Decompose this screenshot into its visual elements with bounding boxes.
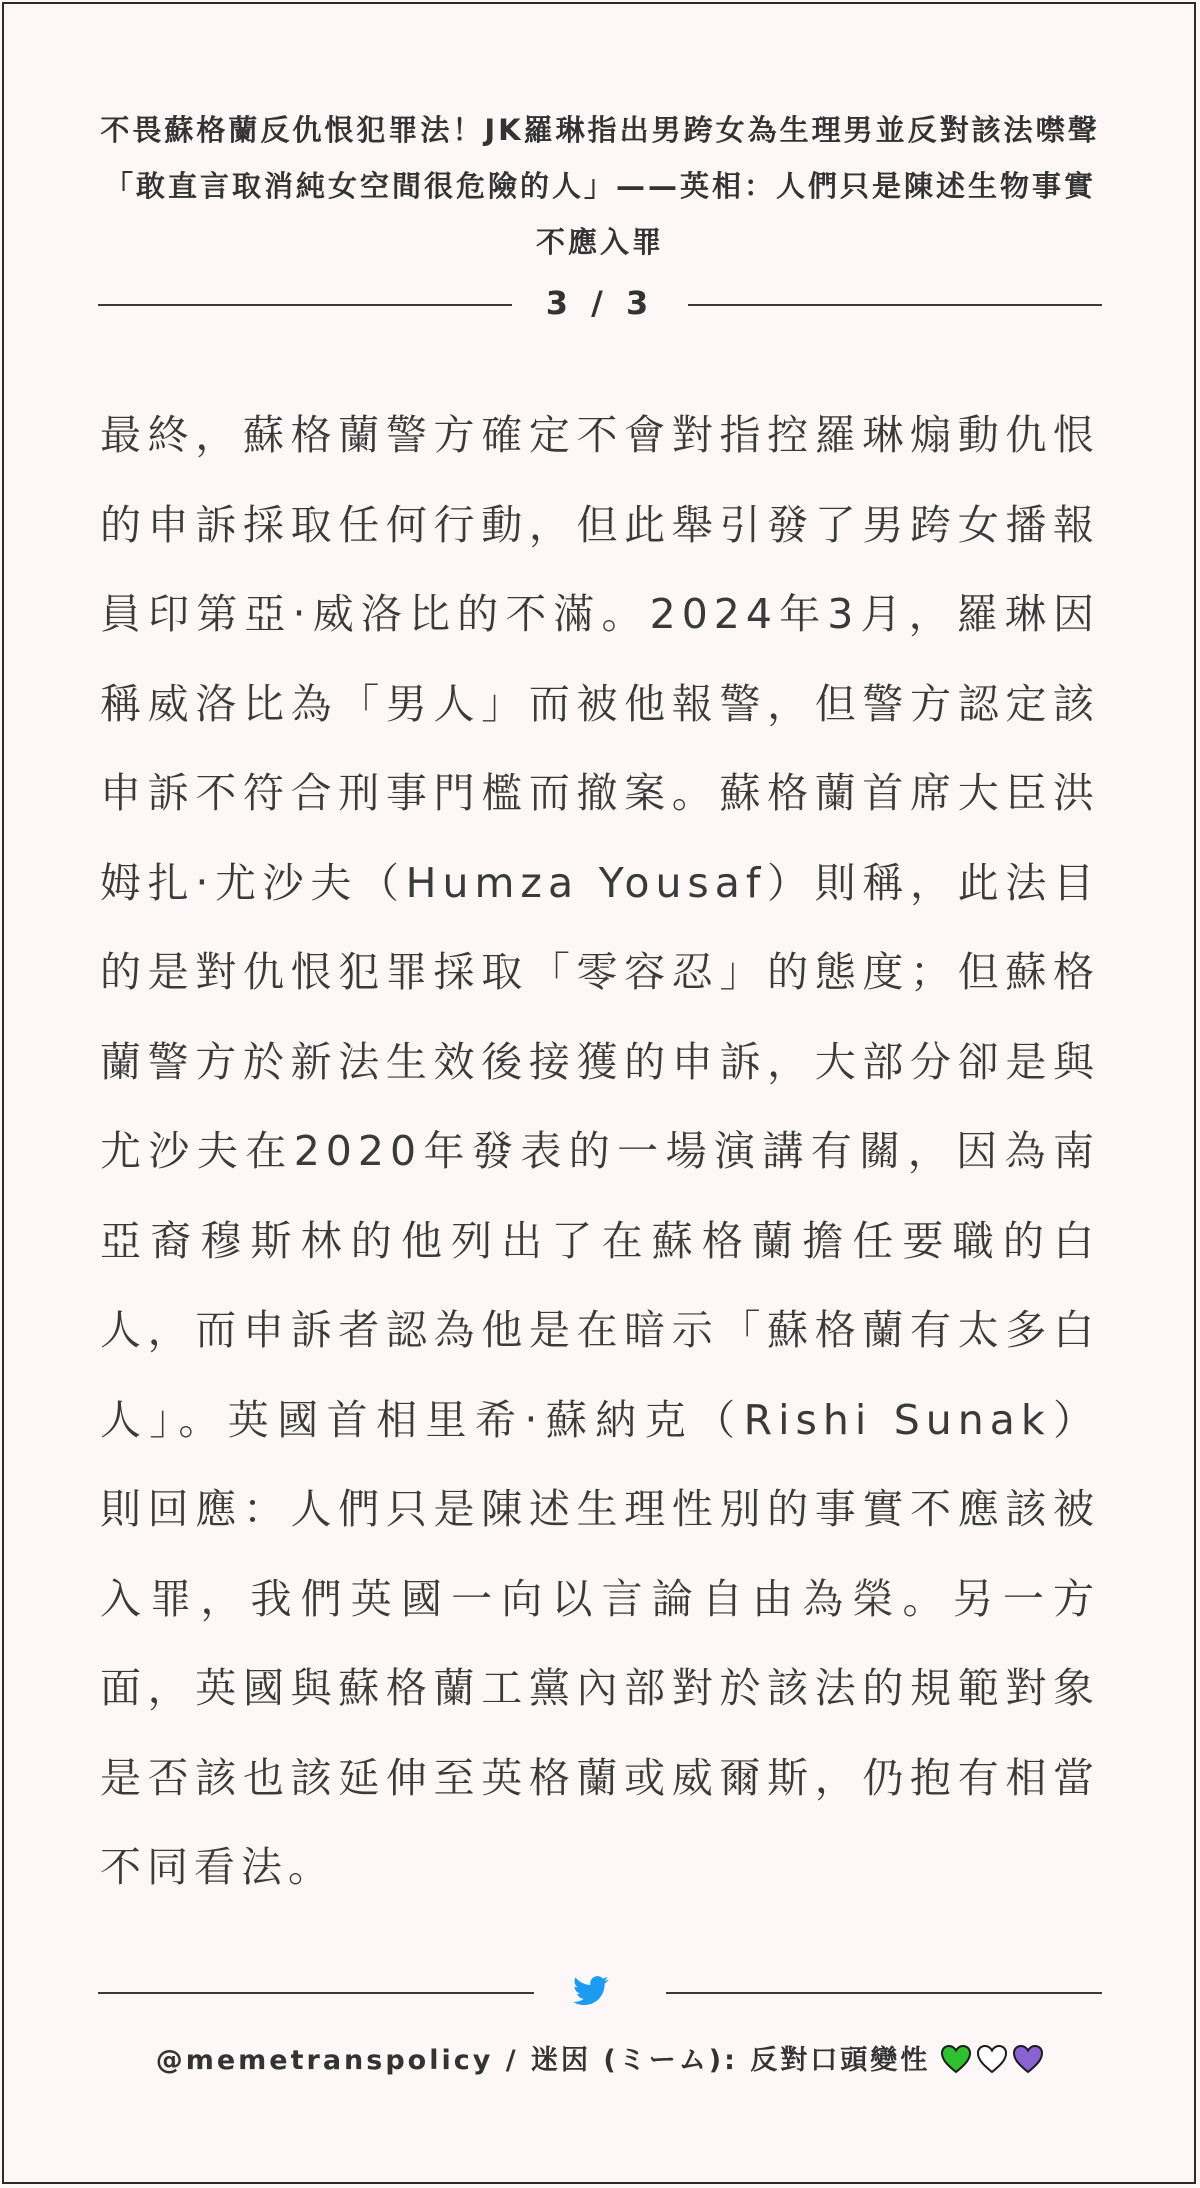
white-heart-icon [976, 2044, 1008, 2074]
divider-top-left [98, 304, 512, 306]
footer [100, 2038, 1100, 2081]
page-indicator: 3 / 3 [545, 284, 655, 322]
green-heart-icon [940, 2044, 972, 2074]
article-title: 不畏蘇格蘭反仇恨犯罪法！JK羅琳指出男跨女為生理男並反對該法噤聲「敢直言取消純女空間很危險的人」——英相：人們只是陳述生物事實不應入罪 [100, 113, 1100, 259]
heart-icons [936, 2044, 1044, 2081]
twitter-bird-icon [573, 1976, 609, 2006]
article-body: 最終，蘇格蘭警方確定不會對指控羅琳煽動仇恨的申訴採取任何行動，但此舉引發了男跨女播報員印第亞‧威洛比的不滿。2024年3月，羅琳因稱威洛比為「男人」而被他報警，但警方認定該申訴不符合刑事門檻而撤案。蘇格蘭首席大臣洪姆扎‧尤沙夫（Humza Yousaf）則稱，此法目的是對仇恨犯罪採取「零容忍」的態度；但蘇格蘭警方於新法生效後接獲的申訴，大部分卻是與尤沙夫在2020年發表的一場演講有關，因為南亞裔穆斯林的他列出了在蘇格蘭擔任要職的白人，而申訴者認為他是在暗示「蘇格蘭有太多白人」。英國首相里希‧蘇納克（Rishi Sunak）則回應：人們只是陳述生理性別的事實不應該被入罪，我們英國一向以言論自由為榮。另一方面，英國與蘇格蘭工黨內部對於該法的規範對象是否該也該延伸至英格蘭或威爾斯，仍抱有相當不同看法。 [100, 411, 1100, 1891]
divider-bottom-right [666, 1992, 1102, 1994]
purple-heart-icon [1012, 2044, 1044, 2074]
divider-bottom-left [98, 1992, 534, 1994]
divider-top-right [688, 304, 1102, 306]
footer-handle: @memetranspolicy / 迷因 (ミーム): 反對口頭變性 [155, 2045, 931, 2076]
